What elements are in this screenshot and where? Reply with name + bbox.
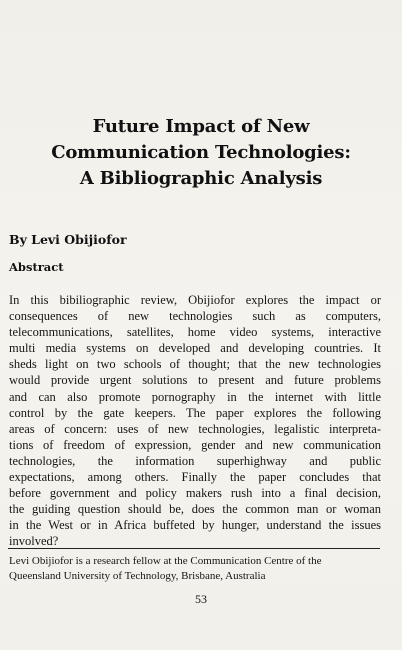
article-title (0, 114, 402, 192)
abstract-line: control by the gate keepers. The paper explores the following (9, 405, 381, 420)
abstract-line: before government and policy makers rush into a final decision, (9, 486, 381, 501)
abstract-line: multi media systems on developed and developing countries. It (9, 341, 381, 356)
abstract-line: In this bibiliographic review, Obijiofor explores the impact or (9, 293, 381, 307)
abstract-line: and can also promote pornography in the internet with little (9, 389, 381, 404)
abstract-line: in the West or in Africa buffeted by hunger, understand the issues (9, 518, 381, 533)
page-number: 53 (195, 592, 207, 606)
title-line: Communication Technologies: (51, 142, 351, 163)
title-line: Future Impact of New (92, 116, 310, 137)
abstract-line: tions of freedom of expression, gender and new communication (9, 437, 381, 452)
abstract-line: consequences of new technologies such as computers, (9, 309, 381, 324)
abstract-heading: Abstract (9, 260, 64, 274)
abstract-line: involved? (9, 534, 59, 549)
abstract-line: technologies, the information superhighway and public (9, 453, 381, 468)
abstract-line: sheds light on two schools of thought; that the new technologies (9, 357, 381, 372)
footnote-line: Levi Obijiofor is a research fellow at the Communication Centre of the (9, 555, 322, 567)
abstract-line: expectations, among others. Finally the paper concludes that (9, 470, 381, 485)
footnote-line: Queensland University of Technology, Brisbane, Australia (9, 569, 266, 582)
author-footnote (9, 554, 383, 583)
abstract-body (9, 292, 381, 550)
footnote-divider (8, 548, 380, 549)
title-line: A Bibliographic Analysis (79, 168, 323, 189)
author-byline: By Levi Obijiofor (9, 232, 127, 247)
abstract-line: would provide urgent solutions to present and future problems (9, 373, 381, 388)
abstract-line: areas of concern: uses of new technologies, legalistic interpreta- (9, 421, 381, 436)
abstract-line: the guiding question should be, does the common man or woman (9, 502, 381, 517)
abstract-line: telecommunications, satellites, home video systems, interactive (9, 325, 381, 340)
